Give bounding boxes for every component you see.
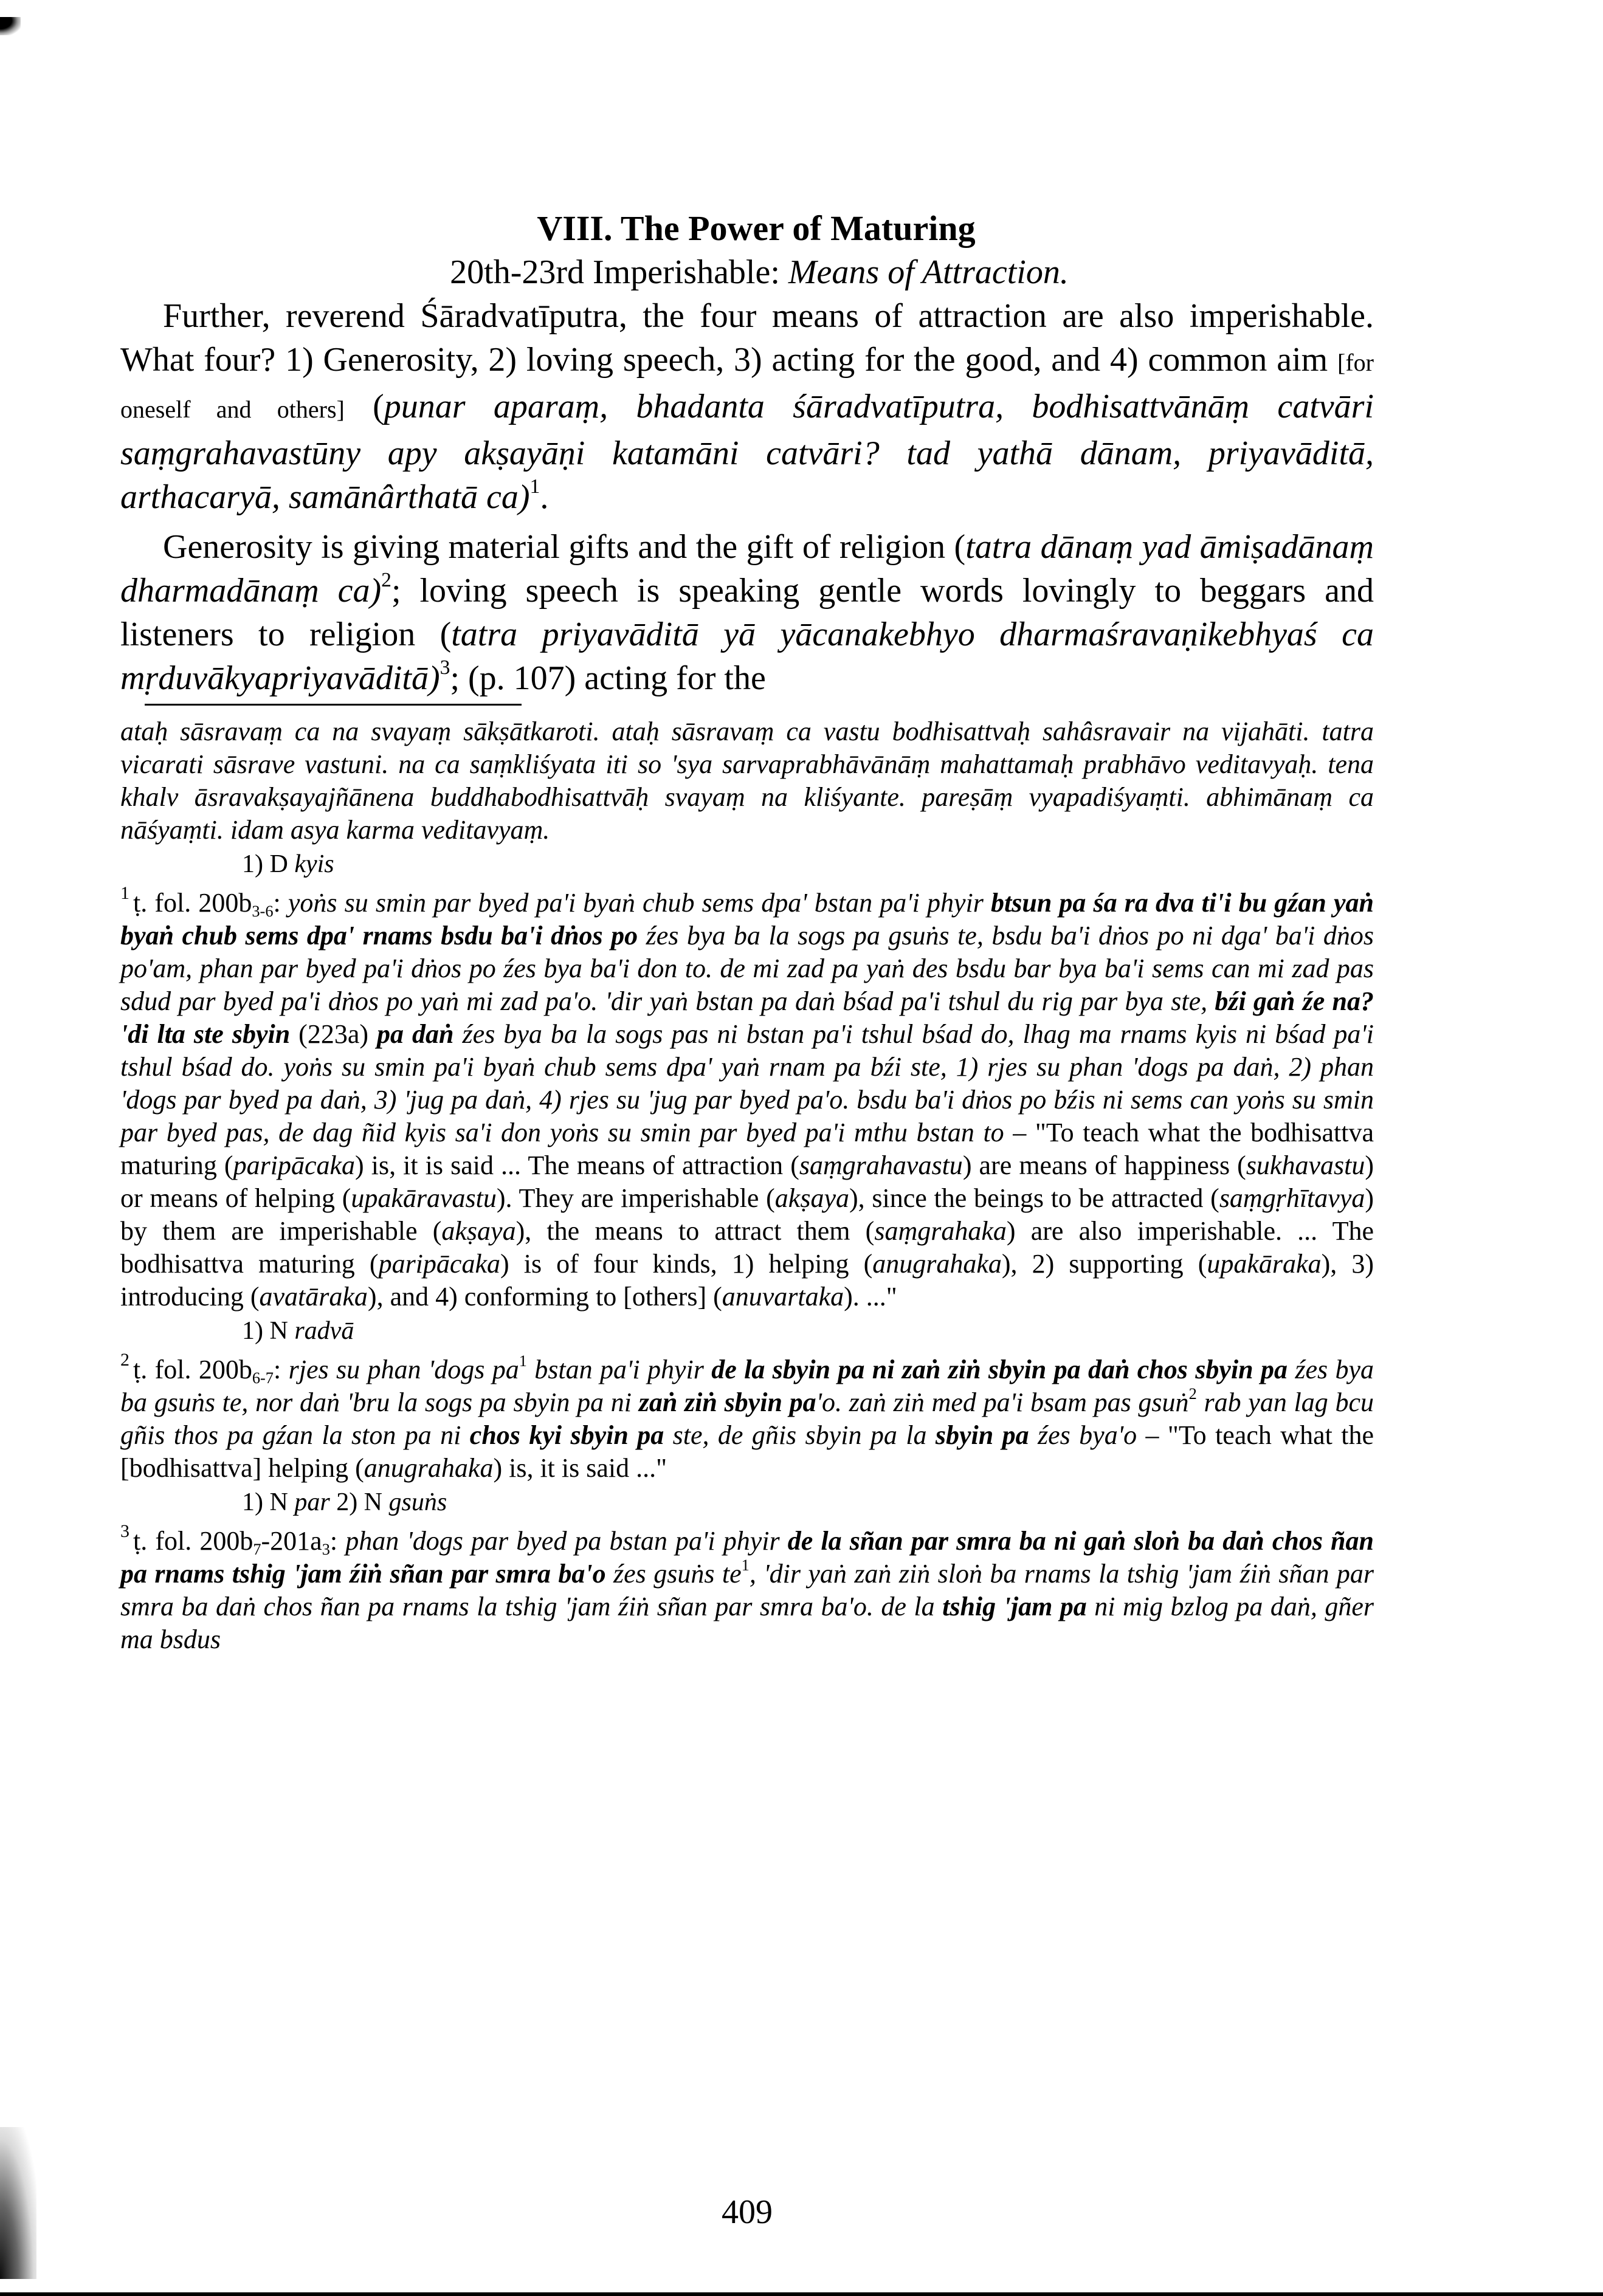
p1-bracket-note: [for oneself and others] xyxy=(120,349,1374,423)
footnote-number: 1 xyxy=(120,883,129,903)
translation-text: ), since the beings to be attracted ( xyxy=(849,1183,1219,1213)
tibetan-text: anugrahaka xyxy=(364,1453,494,1483)
tibetan-text: saṃgṛhītavya xyxy=(1219,1183,1365,1213)
scan-artifact-top xyxy=(0,17,21,35)
translation-text: – "To teach what the [bodhisattva] helping ( xyxy=(120,1420,1374,1483)
tibetan-lemma: sbyin pa xyxy=(935,1420,1029,1450)
tibetan-lemma: bźi gaṅ źe na? 'di lta ste sbyin xyxy=(120,986,1374,1049)
subtitle-plain: 20th-23rd Imperishable: xyxy=(450,253,788,291)
scan-artifact-bottom xyxy=(0,2127,36,2279)
p1-sanskrit: punar aparaṃ, bhadanta śāradvatīputra, bodhisattvānāṃ catvāri saṃgrahavastūny apy akṣayāṇi katamāni catvāri? tad yathā dānam, priyavāditā, arthacaryā, samānârthatā ca xyxy=(120,388,1374,516)
translation-text: ) is of four kinds, 1) helping ( xyxy=(500,1249,873,1279)
p2-sanskrit-1: tatra dānaṃ yad āmiṣadānaṃ dharmadānaṃ ca xyxy=(120,528,1374,610)
footnote-ref-3[interactable]: 3 xyxy=(440,656,450,679)
p2-text-1: Generosity is giving material gifts and the gift of religion ( xyxy=(163,528,966,566)
p2-text-3: ; (p. 107) acting for the xyxy=(450,659,766,697)
tibetan-text: ste, de gñis sbyin pa la xyxy=(664,1420,936,1450)
tibetan-lemma: btsun pa śa ra dva ti'i bu gźan yaṅ byaṅ chub sems dpa' rnams bsdu ba'i dṅos po xyxy=(120,888,1374,950)
footnote-number: 2 xyxy=(120,1350,129,1370)
p1-text: Further, reverend Śāradvatīputra, the four means of attraction are also imperishable. What four? 1) Generosity, 2) loving speech, 3) acting for the good, and 4) common aim xyxy=(120,297,1374,379)
p2-paren-2: ) xyxy=(428,659,440,697)
tibetan-lemma: tshig 'jam pa xyxy=(942,1592,1087,1621)
variant-reading-continuation xyxy=(120,848,1374,881)
tibetan-text: rab yan lag bcu gñis thos pa gźan la ston pa ni xyxy=(120,1387,1374,1450)
translation-text: – "To teach what the bodhisattva maturing ( xyxy=(120,1118,1374,1180)
footnote-1 xyxy=(120,883,1374,1313)
p2-paren-1: ) xyxy=(370,572,382,610)
variant-readings-1: 1) N radvā xyxy=(242,1317,354,1345)
note-continuation: ataḥ sāsravaṃ ca na svayaṃ sākṣātkaroti. ataḥ sāsravaṃ ca vastu bodhisattvaḥ sahâsravair na vijahāti. tatra vicarati sāsrave vastuni. na ca saṃkliśyata iti so 'sya sarvaprabhāvānāṃ mahattamaḥ prabhāvo veditavyaḥ. tena khalv āsravakṣayajñānena buddhabodhisattvāḥ svayaṃ na kliśyante. pareṣāṃ vyapadiśyaṃti. abhimānaṃ ca nāśyaṃti. idam asya karma veditavyaṃ. xyxy=(120,717,1374,845)
tibetan-lemma: chos kyi sbyin pa xyxy=(469,1420,664,1450)
tibetan-text: phan 'dogs par byed pa bstan pa'i phyir xyxy=(345,1526,788,1556)
tibetan-text: rjes su phan 'dogs pa xyxy=(288,1355,519,1384)
main-text xyxy=(120,294,1374,700)
paragraph-2 xyxy=(120,525,1374,700)
translation-text: (223a) xyxy=(290,1019,377,1049)
tibetan-text: , 'dir yaṅ zaṅ ziṅ sloṅ ba rnams la tshig 'jam źiṅ sñan par smra ba daṅ chos ñan pa rnams la tshig 'jam źiṅ sñan par smra ba'o. de la xyxy=(120,1559,1374,1621)
footnotes-area xyxy=(120,715,1374,1656)
tibetan-text: ni mig bzlog pa daṅ, gñer ma bsdus xyxy=(120,1592,1374,1654)
tibetan-text: anuvartaka xyxy=(722,1282,844,1311)
tibetan-text: źes gsuṅs te xyxy=(605,1559,742,1589)
folio-reference: ṭ. fol. $200b_{3-6}$: xyxy=(133,888,288,920)
footnote-number: 3 xyxy=(120,1521,129,1541)
variant-readings-2: 1) N par 2) N gsuṅs xyxy=(242,1488,447,1516)
page-number: 409 xyxy=(722,2193,773,2231)
translation-text: ) is, it is said ..." xyxy=(493,1453,667,1483)
tibetan-text: yoṅs su smin par byed pa'i byaṅ chub sems dpa' bstan pa'i phyir xyxy=(288,888,991,918)
scan-edge xyxy=(0,2292,1603,2296)
variant-ref: 1 xyxy=(519,1352,527,1370)
book-page xyxy=(120,207,1374,2231)
footnote-separator xyxy=(145,704,522,706)
tibetan-text: źes bya'o xyxy=(1029,1420,1137,1450)
footnote-2 xyxy=(120,1350,1374,1485)
tibetan-lemma: zaṅ ziṅ sbyin pa xyxy=(638,1387,816,1417)
p1-paren-open: ( xyxy=(344,388,384,425)
footnote-ref-1[interactable]: 1 xyxy=(529,475,540,498)
tibetan-text: upakāravastu xyxy=(351,1183,497,1213)
tibetan-text: paripācaka xyxy=(378,1249,500,1279)
tibetan-text: anugrahaka xyxy=(872,1249,1002,1279)
translation-text: ) are means of happiness ( xyxy=(962,1150,1246,1180)
translation-text: ) or means of helping ( xyxy=(120,1150,1374,1213)
p2-sanskrit-2: tatra priyavāditā yā yācanakebhyo dharmaśravaṇikebhyaś ca mṛduvākyapriyavāditā xyxy=(120,616,1374,697)
footnote-3 xyxy=(120,1521,1374,1656)
translation-text: ). ..." xyxy=(844,1282,897,1311)
tibetan-text: akṣaya xyxy=(441,1216,516,1246)
tibetan-text: saṃgrahaka xyxy=(874,1216,1007,1246)
footnote-ref-2[interactable]: 2 xyxy=(381,568,391,591)
translation-text: ), 3) introducing ( xyxy=(120,1249,1374,1311)
translation-text: ) is, it is said ... The means of attraction ( xyxy=(355,1150,799,1180)
tibetan-text: bstan pa'i phyir xyxy=(526,1355,712,1384)
variant-reading: kyis xyxy=(294,850,334,878)
tibetan-text: saṃgrahavastu xyxy=(799,1150,963,1180)
tibetan-lemma: pa daṅ xyxy=(377,1019,454,1049)
tibetan-text: avatāraka xyxy=(259,1282,368,1311)
section-subtitle xyxy=(120,250,1374,294)
variant-ref: 2 xyxy=(1188,1384,1197,1403)
translation-text: ), and 4) conforming to [others] ( xyxy=(367,1282,722,1311)
translation-text: ) are also imperishable. ... The bodhisattva maturing ( xyxy=(120,1216,1374,1279)
tibetan-text: upakāraka xyxy=(1207,1249,1322,1279)
chapter-title: VIII. The Power of Maturing xyxy=(537,208,976,248)
p2-text-2: ; loving speech is speaking gentle words lovingly to beggars and listeners to religion ( xyxy=(120,572,1374,653)
translation-text: ). They are imperishable ( xyxy=(496,1183,775,1213)
tibetan-lemma: de la sñan par smra ba ni gaṅ sloṅ ba daṅ chos ñan pa rnams tshig 'jam źiṅ sñan par smra ba'o xyxy=(120,1526,1374,1589)
folio-reference: ṭ. fol. $200b_7-201a_3$: xyxy=(133,1526,346,1558)
footnote-list xyxy=(120,883,1374,1656)
p1-end: . xyxy=(540,478,549,516)
paragraph-1 xyxy=(120,294,1374,519)
p1-paren-close: ) xyxy=(518,478,530,516)
tibetan-lemma: de la sbyin pa ni zaṅ ziṅ sbyin pa daṅ chos sbyin pa xyxy=(711,1355,1288,1384)
tibetan-text: paripācaka xyxy=(233,1150,355,1180)
tibetan-text: sukhavastu xyxy=(1246,1150,1365,1180)
translation-text: ), 2) supporting ( xyxy=(1001,1249,1207,1279)
tibetan-text: źes bya ba gsuṅs te, nor daṅ 'bru la sogs pa sbyin pa ni xyxy=(120,1355,1374,1417)
tibetan-text: akṣaya xyxy=(774,1183,849,1213)
folio-reference: ṭ. fol. $200b_{6-7}$: xyxy=(133,1355,289,1387)
subtitle-italic: Means of Attraction. xyxy=(788,253,1069,291)
translation-text: ) by them are imperishable ( xyxy=(120,1183,1374,1246)
tibetan-text: źes bya ba la sogs pa gsuṅs te, bsdu ba'i dṅos po ni dga' ba'i dṅos po'am, phan par byed pa'i dṅos po źes bya ba'i don to. de mi zad pa yaṅ des bsdu bar bya ba'i sems can mi zad pas sdud par byed pa'i dṅos po yaṅ mi zad pa'o. 'dir yaṅ bstan pa daṅ bśad pa'i tshul du rig par bya ste, xyxy=(120,921,1374,1016)
variant-num: 1) D xyxy=(242,850,295,878)
tibetan-text: 'o. zaṅ ziṅ med pa'i bsam pas gsuṅ xyxy=(816,1387,1189,1417)
variant-ref: 1 xyxy=(741,1556,750,1575)
translation-text: ), the means to attract them ( xyxy=(515,1216,875,1246)
tibetan-text: źes bya ba la sogs pas ni bstan pa'i tshul bśad do, lhag ma rnams kyis ni bśad pa'i tshul bśad do. yoṅs su smin pa'i byaṅ chub sems dpa' yaṅ rnam pa bźi ste, 1) rjes su phan 'dogs pa daṅ, 2) phan 'dogs par byed pa daṅ, 3) 'jug pa daṅ, 4) rjes su 'jug par byed pa'o. bsdu ba'i dṅos po bźis ni sems can yoṅs su smin par byed pas, de dag ñid kyis sa'i don yoṅs su smin par byed pa'i mthu bstan to xyxy=(120,1019,1374,1147)
